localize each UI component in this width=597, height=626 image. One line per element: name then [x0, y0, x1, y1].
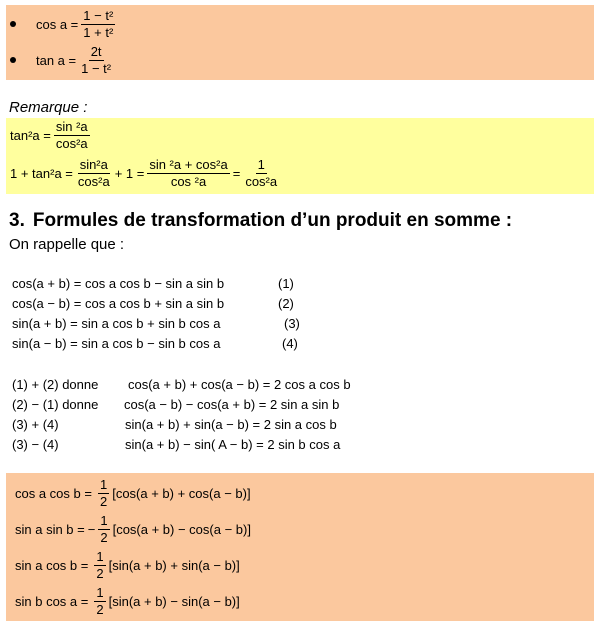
combination-4: [12, 437, 412, 452]
identity-plus-one: + 1 =: [114, 165, 145, 181]
half-denominator: 2: [96, 601, 104, 617]
bullet-icon: [10, 57, 16, 63]
cos-lhs: cos a =: [36, 16, 79, 32]
identity-f2-numerator: sin ²a + cos²a: [149, 156, 228, 172]
result-half-fraction: [94, 550, 105, 581]
cos-numerator: 1 − t²: [83, 7, 114, 23]
result-half-fraction: [98, 514, 109, 545]
cos-denominator: 1 + t²: [83, 24, 114, 40]
half-numerator: 1: [96, 584, 104, 600]
recall-formula-3: [12, 316, 300, 331]
tan2-denominator: cos²a: [55, 135, 88, 151]
result-rhs: [cos(a + b) + cos(a − b)]: [112, 485, 251, 501]
identity-equals: =: [232, 165, 241, 181]
recall-formula-tag: (4): [282, 336, 298, 351]
identity-f2-denominator: cos ²a: [170, 173, 207, 189]
combination-result: sin(a + b) + sin(a − b) = 2 sin a cos b: [125, 417, 337, 432]
identity-f3-numerator: 1: [257, 156, 265, 172]
identity-lhs: 1 + tan²a =: [10, 165, 73, 181]
cos-t-formula: [10, 7, 118, 41]
combination-operation: (2) − (1) donne: [12, 397, 99, 412]
identity-f1-numerator: sin²a: [79, 156, 108, 172]
section-number: 3.: [9, 210, 25, 231]
half-numerator: 1: [100, 512, 108, 528]
result-rhs: [sin(a + b) + sin(a − b)]: [108, 557, 240, 573]
cos-fraction: [81, 9, 115, 40]
result-half-fraction: [98, 478, 109, 509]
identity-f3-denominator: cos²a: [245, 173, 278, 189]
result-sign: −: [87, 521, 96, 537]
combination-3: [12, 417, 412, 432]
tan2-numerator: sin ²a: [55, 118, 88, 134]
result-lhs: sin a sin b =: [15, 521, 85, 537]
recall-formula-text: sin(a + b) = sin a cos b + sin b cos a: [12, 316, 221, 331]
product-to-sum-results-box: [6, 473, 594, 621]
result-formula-1: [15, 476, 251, 510]
result-formula-2: [15, 512, 251, 546]
combination-operation: (3) − (4): [12, 437, 59, 452]
recall-formula-1: [12, 276, 294, 291]
intro-text: On rappelle que :: [9, 236, 125, 253]
recall-formula-tag: (2): [278, 296, 294, 311]
section-title: Formules de transformation d’un produit en somme :: [32, 210, 513, 231]
tan-numerator: 2t: [90, 43, 102, 59]
tan-lhs: tan a =: [36, 52, 77, 68]
identity-fraction-1: [76, 158, 112, 189]
tan-fraction: [79, 45, 113, 76]
result-formula-3: [15, 548, 240, 582]
parametric-formulas-box: [6, 5, 594, 80]
combination-2: [12, 397, 412, 412]
combination-result: cos(a − b) − cos(a + b) = 2 sin a sin b: [124, 397, 340, 412]
recall-formula-tag: (3): [284, 316, 300, 331]
combination-operation: (1) + (2) donne: [12, 377, 99, 392]
identity-fraction-3: [243, 158, 279, 189]
recall-formula-text: sin(a − b) = sin a cos b − sin b cos a: [12, 336, 221, 351]
remarque-label: Remarque :: [9, 99, 88, 116]
recall-formula-tag: (1): [278, 276, 294, 291]
half-denominator: 2: [99, 493, 108, 509]
half-denominator: 2: [100, 529, 108, 545]
tan-t-formula: [10, 43, 116, 77]
tan2-lhs: tan²a =: [10, 127, 51, 143]
result-half-fraction: [94, 586, 105, 617]
remarque-box: [6, 118, 594, 194]
recall-formula-2: [12, 296, 294, 311]
result-rhs: [sin(a + b) − sin(a − b)]: [108, 593, 240, 609]
bullet-icon: [10, 21, 16, 27]
combination-1: [12, 377, 412, 392]
half-numerator: 1: [96, 548, 104, 564]
result-lhs: sin a cos b =: [15, 557, 89, 573]
combination-result: sin(a + b) − sin( A − b) = 2 sin b cos a: [125, 437, 341, 452]
section-3-heading: [9, 210, 512, 232]
tan2-fraction: [54, 120, 90, 151]
identity-f1-denominator: cos²a: [77, 173, 110, 189]
identity-fraction-2: [147, 158, 229, 189]
half-denominator: 2: [96, 565, 104, 581]
result-lhs: cos a cos b =: [15, 485, 92, 501]
half-numerator: 1: [99, 476, 108, 492]
result-rhs: [cos(a + b) − cos(a − b)]: [112, 521, 251, 537]
tan-squared-formula: [10, 119, 93, 151]
recall-formula-4: [12, 336, 298, 351]
result-lhs: sin b cos a =: [15, 593, 89, 609]
recall-formula-text: cos(a − b) = cos a cos b + sin a sin b: [12, 296, 225, 311]
combination-operation: (3) + (4): [12, 417, 59, 432]
recall-formula-text: cos(a + b) = cos a cos b − sin a sin b: [12, 276, 225, 291]
tan-denominator: 1 − t²: [81, 60, 112, 76]
result-formula-4: [15, 584, 240, 618]
combination-result: cos(a + b) + cos(a − b) = 2 cos a cos b: [128, 377, 351, 392]
one-plus-tan-squared-formula: [10, 155, 282, 191]
